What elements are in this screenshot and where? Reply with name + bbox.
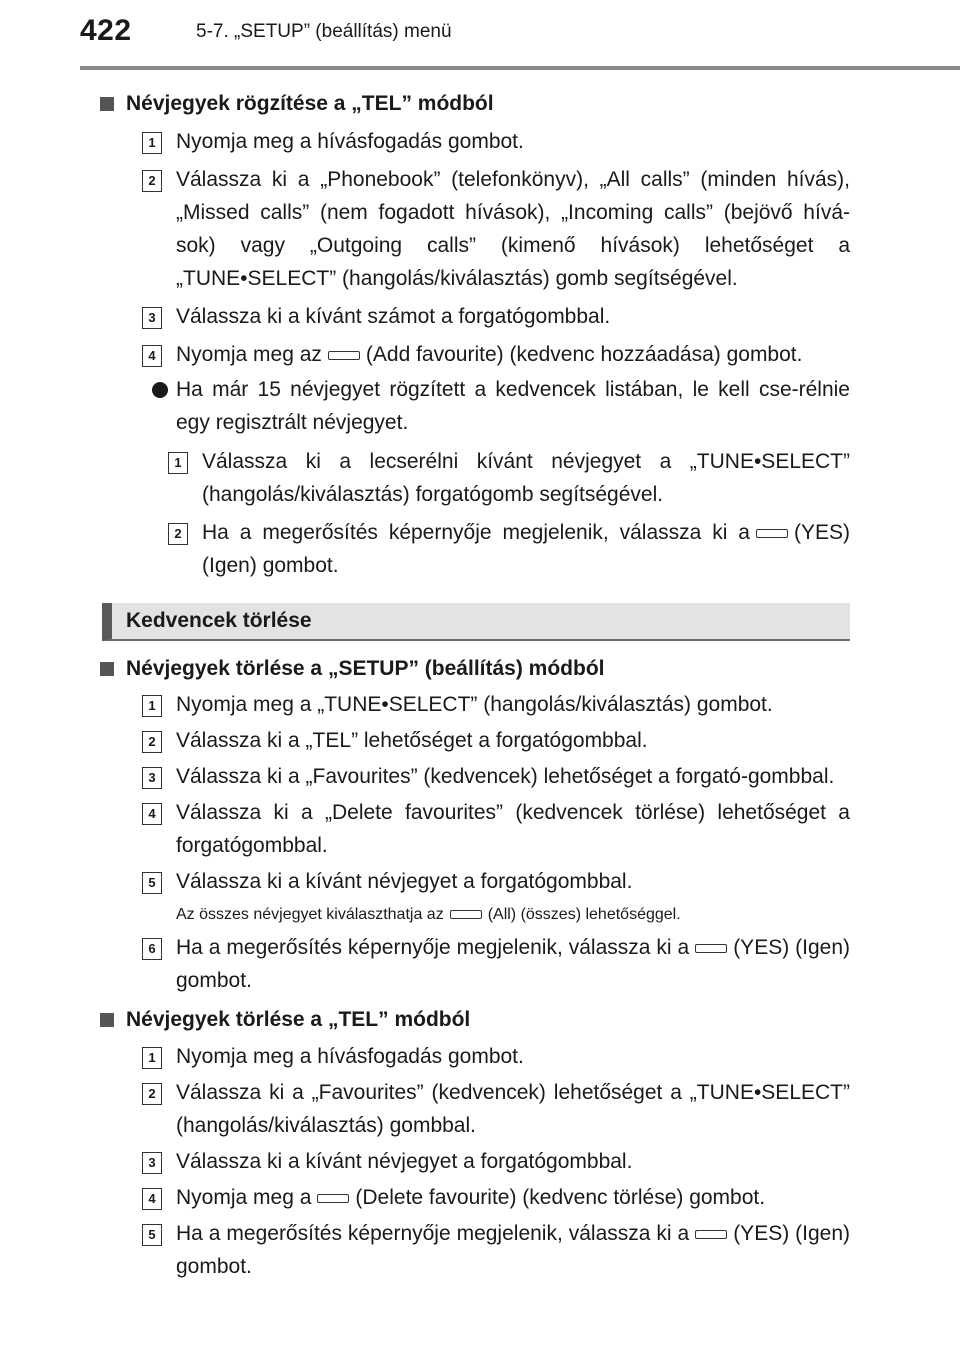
step-text: Válassza ki a kívánt névjegyet a forgatógombbal.	[176, 1150, 633, 1173]
step-text: Válassza ki a kívánt névjegyet a forgatógombbal.	[176, 870, 633, 893]
section-heading	[100, 89, 850, 119]
step-item	[100, 796, 850, 862]
step-item	[100, 163, 850, 295]
step-item	[100, 865, 850, 898]
step-item	[100, 931, 850, 997]
step-text-before: Ha a megerősítés képernyője megjelenik, válassza ki a	[202, 521, 750, 544]
step-text: Válassza ki a kívánt számot a forgatógombbal.	[176, 305, 611, 328]
step-number: 6	[142, 938, 162, 960]
screen-button-icon	[328, 351, 360, 360]
step-number: 3	[142, 767, 162, 789]
step-item	[100, 1040, 850, 1073]
bullet-dot-icon	[152, 382, 168, 398]
step-text: Válassza ki a „TEL” lehetőséget a forgatógombbal.	[176, 729, 648, 752]
step-number: 2	[142, 731, 162, 753]
step-text: Nyomja meg a „TUNE•SELECT” (hangolás/kiválasztás) gombot.	[176, 693, 773, 716]
step-text-before: Nyomja meg az	[176, 343, 322, 366]
note-text-before: Az összes névjegyet kiválaszthatja az	[176, 906, 444, 923]
screen-button-icon	[695, 944, 727, 953]
step-text: Nyomja meg a hívásfogadás gombot.	[176, 1045, 524, 1068]
header-rule	[80, 66, 960, 70]
step-text: Válassza ki a „Favourites” (kedvencek) lehetőséget a „TUNE•SELECT” (hangolás/kiválasztás) gombbal.	[176, 1081, 850, 1137]
step-item	[100, 338, 850, 371]
step-number: 4	[142, 1188, 162, 1210]
step-item	[100, 760, 850, 793]
bullet-text: Ha már 15 névjegyet rögzített a kedvencek listában, le kell cse-rélnie egy regisztrált névjegyet.	[176, 378, 850, 434]
page-header	[0, 0, 960, 80]
step-number: 1	[168, 452, 188, 474]
page-number: 422	[80, 14, 132, 47]
step-number: 3	[142, 307, 162, 329]
sub-step-item	[100, 516, 850, 582]
step-item	[100, 125, 850, 158]
square-bullet-icon	[100, 97, 114, 111]
step-text: Nyomja meg a hívásfogadás gombot.	[176, 130, 524, 153]
step-number: 2	[142, 170, 162, 192]
square-bullet-icon	[100, 1013, 114, 1027]
step-text-after: (YES) (Igen) gombot.	[202, 521, 850, 577]
section-heading	[100, 1005, 850, 1035]
step-number: 5	[142, 1224, 162, 1246]
step-item	[100, 1145, 850, 1178]
step-item	[100, 724, 850, 757]
step-text-after: (YES) (Igen) gombot.	[176, 1222, 850, 1278]
step-item	[100, 300, 850, 333]
section-heading	[100, 654, 850, 684]
step-text: Válassza ki a lecserélni kívánt névjegyet a „TUNE•SELECT” (hangolás/kiválasztás) forgatógomb segítségével.	[202, 450, 850, 506]
section-bar-title: Kedvencek törlése	[126, 609, 312, 632]
square-bullet-icon	[100, 662, 114, 676]
step-item	[100, 688, 850, 721]
step-number: 2	[168, 523, 188, 545]
step-text: Válassza ki a „Favourites” (kedvencek) lehetőséget a forgató-gombbal.	[176, 765, 835, 788]
page-content	[100, 89, 850, 1283]
step-number: 5	[142, 872, 162, 894]
section-title: Névjegyek rögzítése a „TEL” módból	[126, 92, 494, 115]
chapter-title: 5-7. „SETUP” (beállítás) menü	[196, 21, 452, 42]
step-number: 4	[142, 803, 162, 825]
screen-button-icon	[317, 1194, 349, 1203]
step-text: Válassza ki a „Phonebook” (telefonkönyv), „All calls” (minden hívás), „Missed calls” (nem fogadott hívások), „Incoming calls” (bejövő hívá-sok) vagy „Outgoing calls” (kimenő hívások) lehetőséget a „TUNE•SELECT” (hangolás/kiválasztás) gomb segítségével.	[176, 168, 850, 290]
screen-button-icon	[756, 529, 788, 538]
bullet-item	[100, 373, 850, 439]
sub-step-item	[100, 445, 850, 511]
step-text-before: Ha a megerősítés képernyője megjelenik, válassza ki a	[176, 936, 690, 959]
section-title: Névjegyek törlése a „TEL” módból	[126, 1008, 471, 1031]
step-item	[100, 1076, 850, 1142]
step-number: 1	[142, 132, 162, 154]
step-text: Válassza ki a „Delete favourites” (kedvencek törlése) lehetőséget a forgatógombbal.	[176, 801, 850, 857]
step-item	[100, 1181, 850, 1214]
screen-button-icon	[450, 910, 482, 919]
step-text-after: (Delete favourite) (kedvenc törlése) gombot.	[355, 1186, 766, 1209]
step-number: 3	[142, 1152, 162, 1174]
step-number: 1	[142, 1047, 162, 1069]
step-text-after: (YES) (Igen) gombot.	[176, 936, 850, 992]
section-title: Névjegyek törlése a „SETUP” (beállítás) módból	[126, 657, 605, 680]
step-item	[100, 1217, 850, 1283]
step-number: 4	[142, 345, 162, 367]
step-text-before: Ha a megerősítés képernyője megjelenik, válassza ki a	[176, 1222, 690, 1245]
step-number: 2	[142, 1083, 162, 1105]
step-number: 1	[142, 695, 162, 717]
step-text-before: Nyomja meg a	[176, 1186, 312, 1209]
section-bar	[102, 603, 850, 641]
note-text	[100, 902, 850, 928]
screen-button-icon	[695, 1230, 727, 1239]
step-text-after: (Add favourite) (kedvenc hozzáadása) gombot.	[365, 343, 803, 366]
note-text-after: (All) (összes) lehetőséggel.	[487, 906, 681, 923]
